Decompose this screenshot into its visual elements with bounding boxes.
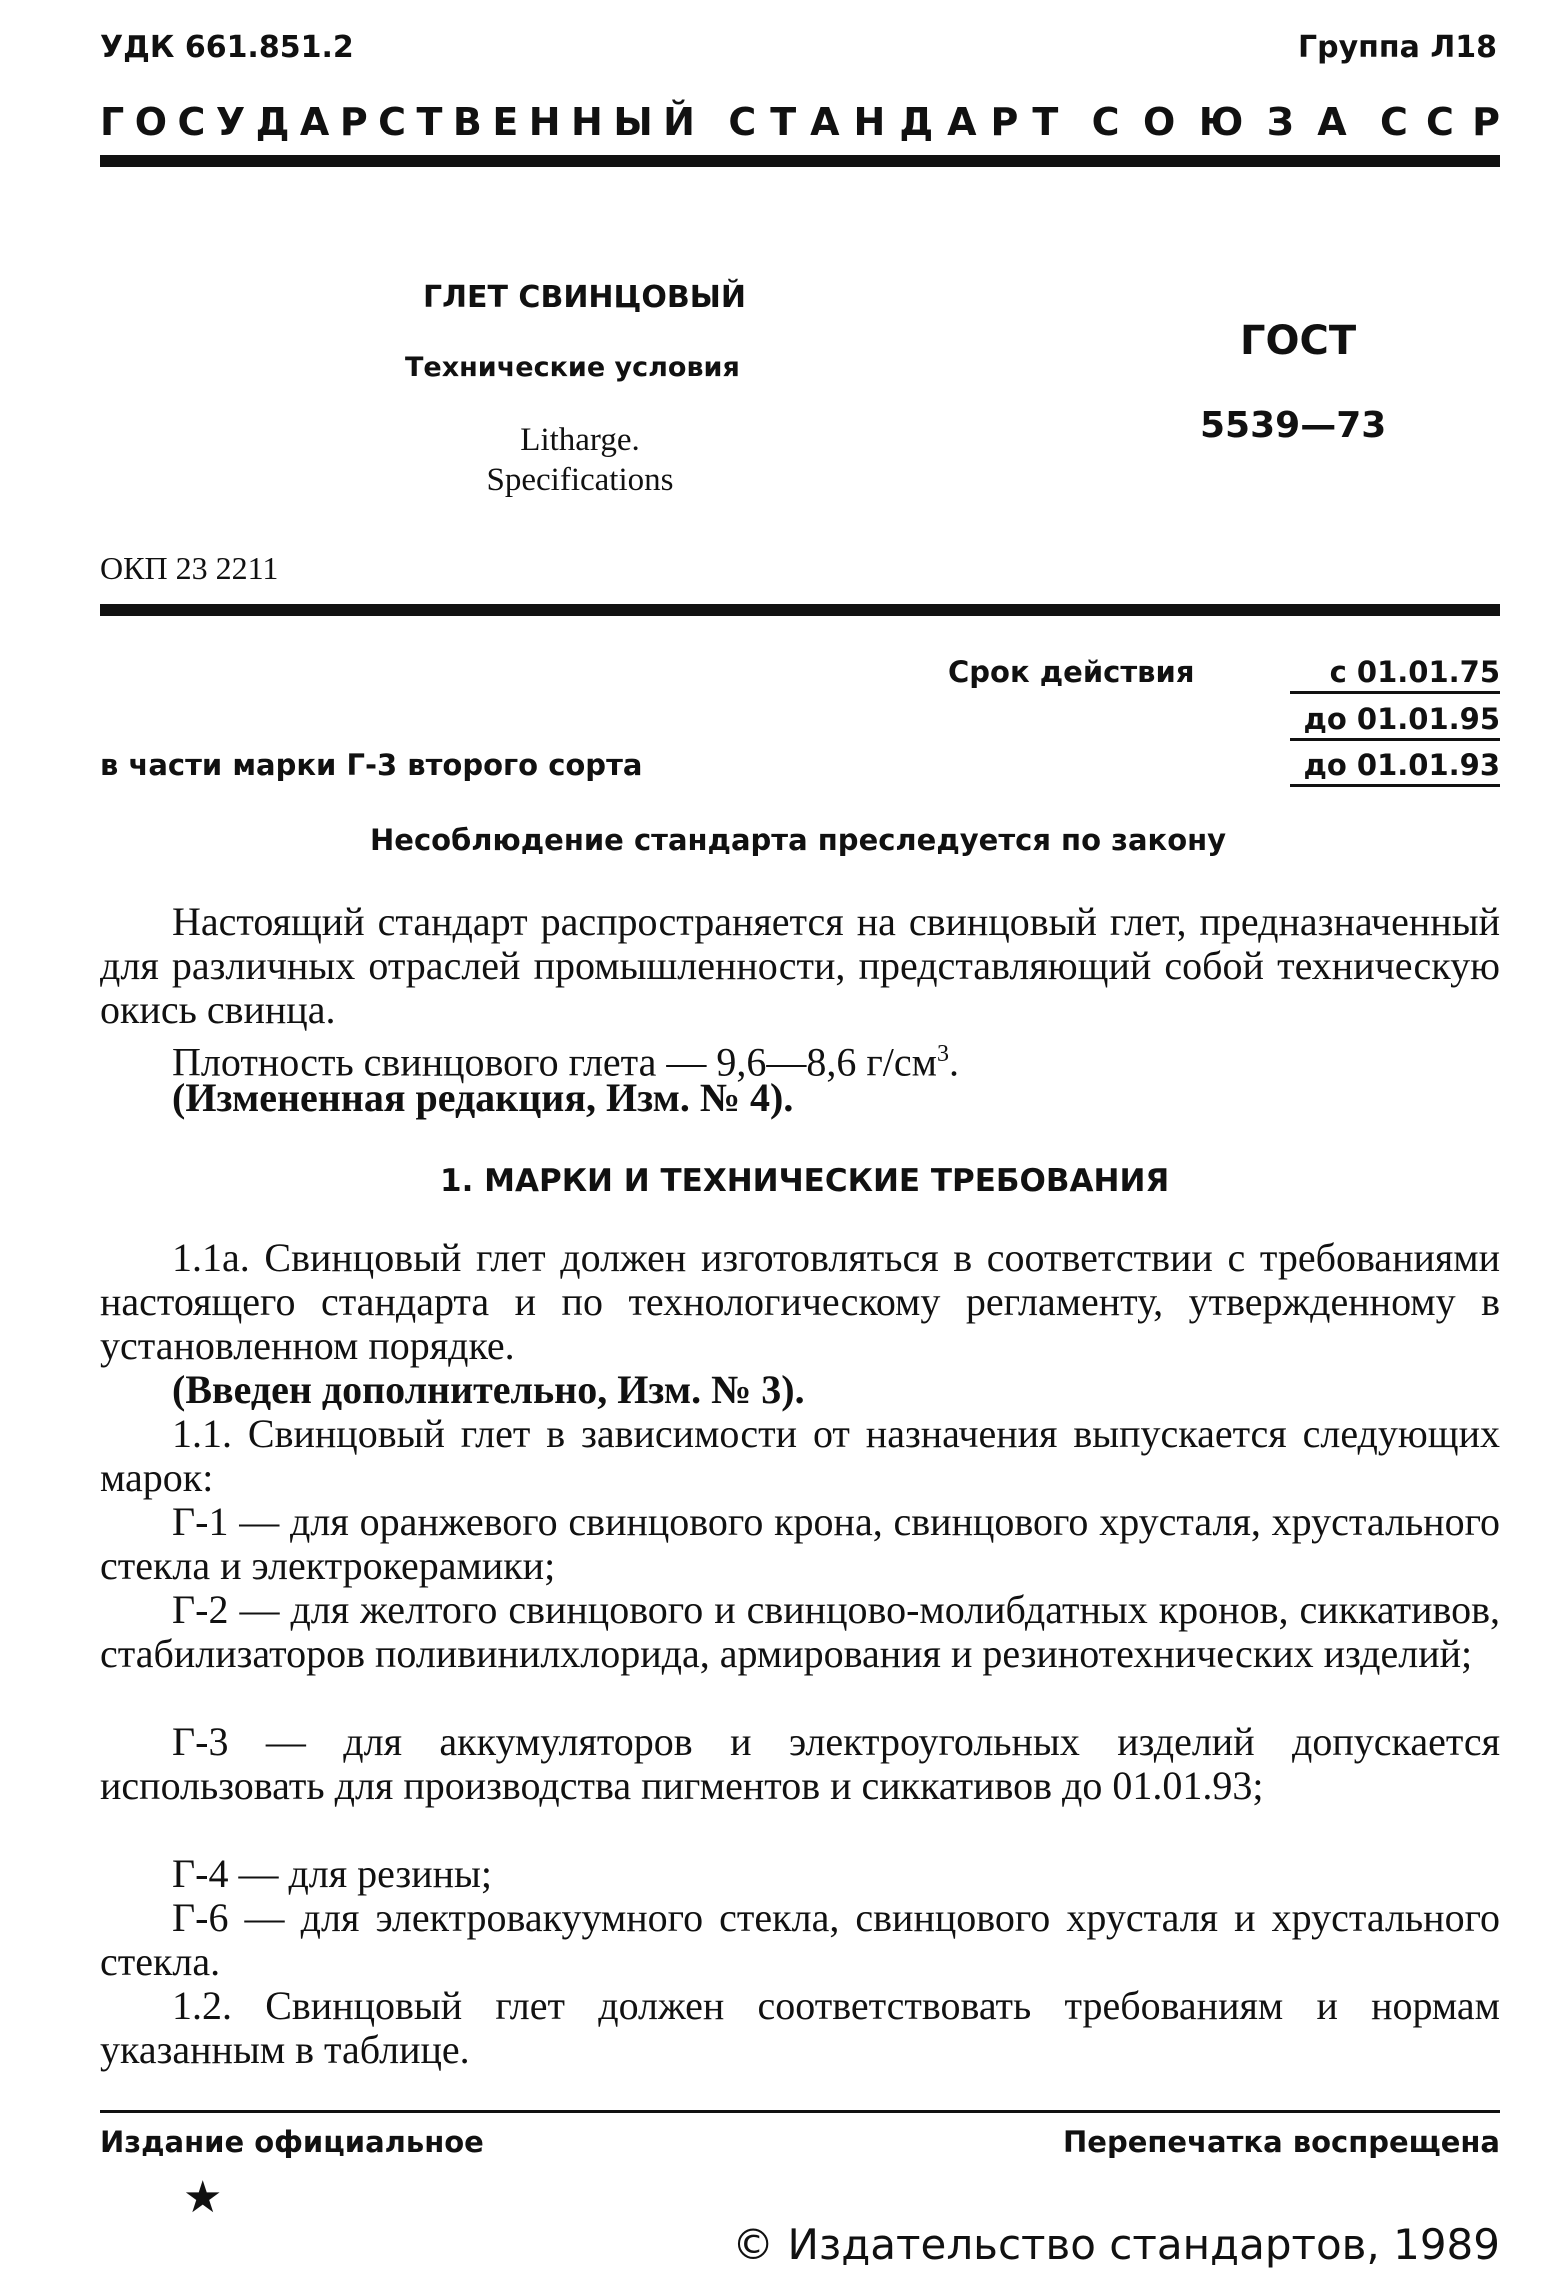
heading-letter: Ы	[613, 100, 653, 144]
heading-letter: У	[215, 100, 246, 144]
heading-letter: А	[299, 100, 330, 144]
heading-letter: Н	[571, 100, 603, 144]
clause-1-2	[100, 1984, 1500, 2072]
grade-item	[100, 1588, 1500, 1676]
heading-letter: Т	[770, 100, 797, 144]
heading-letter: Н	[528, 100, 561, 144]
heading-letter: В	[452, 100, 482, 144]
english-title-line: Specifications	[486, 462, 674, 498]
document-title: ГЛЕТ СВИНЦОВЫЙ	[423, 280, 746, 315]
okp-code: ОКП 23 2211	[100, 550, 279, 586]
heading-letter: С	[1379, 100, 1408, 144]
heading-word	[1380, 100, 1500, 144]
heading-letter: А	[947, 100, 977, 144]
amendment-note	[100, 1368, 1500, 1412]
heading-letter: О	[134, 100, 167, 144]
density-text: Плотность свинцового глета — 9,6—8,6 г/см	[172, 1039, 937, 1085]
heading-letter: С	[177, 100, 206, 144]
group-code: Группа Л18	[1298, 30, 1497, 65]
heading-letter: Р	[1472, 100, 1500, 144]
publisher-line: © Издательство стандартов, 1989	[732, 2220, 1500, 2269]
intro-text: Настоящий стандарт распространяется на свинцовый глет, предназначенный для различных отраслей промышленности, представляющий собой техническую окись свинца.	[100, 899, 1500, 1032]
grade-text: Г-3 — для аккумуляторов и электроугольных изделий допускается использовать для производства пигментов и сиккативов до 01.01.93;	[100, 1719, 1500, 1808]
heading-letter: О	[1142, 100, 1176, 144]
gost-number: 5539—73	[1200, 405, 1387, 446]
english-title-line: Litharge.	[520, 422, 640, 458]
heading-letter: А	[810, 100, 840, 144]
document-subtitle: Технические условия	[405, 352, 740, 383]
amendment-note-text: (Измененная редакция, Изм. № 4).	[172, 1075, 794, 1120]
middle-rule	[100, 604, 1500, 616]
heading-word	[728, 100, 1058, 144]
footer-rule	[100, 2110, 1500, 2113]
heading-letter: Г	[100, 100, 125, 144]
heading-word	[100, 100, 695, 144]
section-heading: 1. МАРКИ И ТЕХНИЧЕСКИЕ ТРЕБОВАНИЯ	[440, 1163, 1170, 1199]
grade-item	[100, 1896, 1500, 1984]
heading-letter: Т	[1032, 100, 1059, 144]
law-notice: Несоблюдение стандарта преследуется по закону	[370, 823, 1227, 857]
heading-letter: Д	[255, 100, 290, 144]
heading-letter: З	[1266, 100, 1294, 144]
english-title	[400, 420, 760, 500]
heading-letter: С	[1426, 100, 1454, 144]
heading-letter: Р	[990, 100, 1019, 144]
clause-text: 1.2. Свинцовый глет должен соответствовать требованиям и нормам указанным в таблице.	[100, 1983, 1500, 2072]
density-end: .	[948, 1039, 959, 1085]
grade-item	[100, 1852, 1500, 1896]
heading-letter: С	[728, 100, 757, 144]
heading-letter: С	[378, 100, 407, 144]
grade-item	[100, 1720, 1500, 1808]
clause-text: 1.1а. Свинцовый глет должен изготовляться в соответствии с требованиями настоящего стандарта и по технологическому регламенту, утвержденному в установленном порядке.	[100, 1235, 1500, 1368]
edition-label: Издание официальное	[100, 2125, 484, 2159]
heading-letter: С	[1091, 100, 1120, 144]
grade-text: Г-6 — для электровакуумного стекла, свинцового хрусталя и хрустального стекла.	[100, 1895, 1500, 1984]
heading-letter: А	[1317, 100, 1347, 144]
grade-text: Г-4 — для резины;	[172, 1851, 492, 1896]
heading-letter: Ю	[1198, 100, 1244, 144]
validity-label: Срок действия	[948, 655, 1195, 689]
gost-label: ГОСТ	[1240, 318, 1357, 364]
heading-letter: Й	[663, 100, 695, 144]
amendment-note-text: (Введен дополнительно, Изм. № 3).	[172, 1367, 805, 1412]
amendment-note	[100, 1076, 1500, 1120]
state-standard-heading	[100, 100, 1500, 144]
density-superscript: 3	[936, 1041, 949, 1067]
heading-letter: Н	[853, 100, 886, 144]
grade-item	[100, 1500, 1500, 1588]
reprint-notice: Перепечатка воспрещена	[1063, 2125, 1500, 2159]
heading-letter: Д	[899, 100, 934, 144]
partial-validity-until: до 01.01.93	[1290, 748, 1500, 787]
star-icon: ★	[183, 2173, 223, 2222]
validity-from: с 01.01.75	[1290, 655, 1500, 694]
udk-code: УДК 661.851.2	[100, 30, 354, 65]
heading-letter: Р	[339, 100, 368, 144]
validity-until: до 01.01.95	[1290, 702, 1500, 741]
heading-word	[1092, 100, 1347, 144]
heading-letter: Т	[416, 100, 443, 144]
clause-1-1a	[100, 1236, 1500, 1368]
top-rule	[100, 155, 1500, 167]
intro-paragraph	[100, 900, 1500, 1032]
clause-1-1	[100, 1412, 1500, 1500]
partial-validity-label: в части марки Г-3 второго сорта	[100, 748, 643, 782]
heading-letter: Е	[492, 100, 519, 144]
grade-text: Г-1 — для оранжевого свинцового крона, свинцового хрусталя, хрустального стекла и электрокерамики;	[100, 1499, 1500, 1588]
grade-text: Г-2 — для желтого свинцового и свинцово-молибдатных кронов, сиккативов, стабилизаторов поливинилхлорида, армирования и резинотехнических изделий;	[100, 1587, 1500, 1676]
clause-text: 1.1. Свинцовый глет в зависимости от назначения выпускается следующих марок:	[100, 1411, 1500, 1500]
